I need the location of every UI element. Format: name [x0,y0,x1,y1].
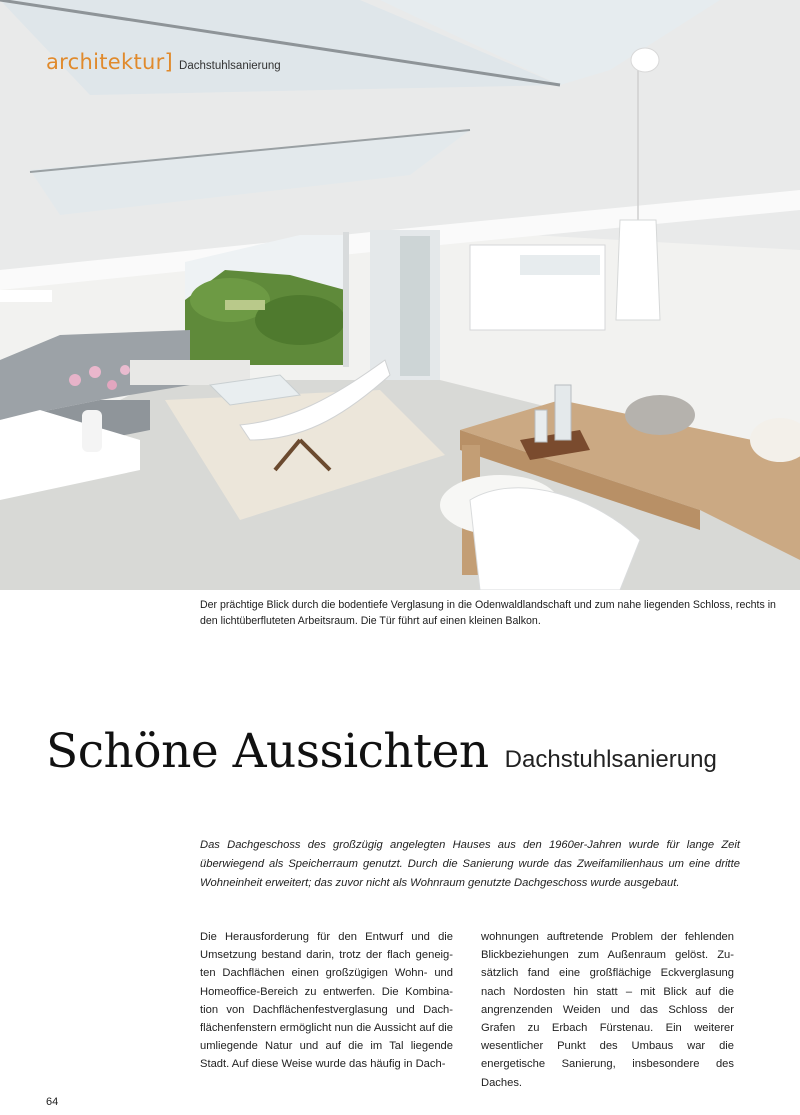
article-title [46,724,717,779]
title-subtitle: Dachstuhlsanierung [504,746,717,773]
title-main: Schöne Aussichten [46,724,489,779]
section-sublabel: Dachstuhlsanierung [179,60,281,72]
photo-caption: Der prächtige Blick durch die bodentiefe Verglasung in die Odenwaldlandschaft und zum nahe liegenden Schloss, rechts in den lichtüberfluteten Arbeitsraum. Die Tür führt auf einen kleinen Balkon. [200,599,776,627]
page-number: 64 [46,1096,59,1108]
lead-paragraph: Das Dachgeschoss des großzügig angelegten Hauses aus den 1960er-Jahren wurde für lange Zeit überwiegend als Speicherraum genutzt. Durch die Sanierung wurde das Zweifamilienhaus um eine dritte Wohneinheit erweitert; das zuvor nicht als Wohnraum genutzte Dachgeschoss wurde ausgebaut. [200,839,740,889]
body-column-1: Die Herausforderung für den Entwurf und die Umsetzung bestand darin, trotz der flach geneigten Dachflächen einen großzügigen Wohn- und Homeoffice-Bereich zu entwerfen. Die Kombination von Dachflächenfestverglasung und Dachflächenfenstern ermöglicht nun die Aussicht auf die umliegende Natur und auf die im Tal liegende Stadt. Auf diese Weise wurde das häufig in Dach- [200,931,453,1071]
body-column-2: wohnungen auftretende Problem der fehlenden Blickbeziehungen zum Außenraum gelöst. Zusätzlich fand eine großflächige Eckverglasung nach Nordosten hin statt – mit Blick auf die angrenzenden Weiden und das Schloss der Grafen zu Erbach Fürstenau. Ein weiterer wesentlicher Punkt des Umbaus war die energetische Sanierung, insbesondere des Daches. [481,931,734,1089]
section-label: architektur] [46,50,174,74]
section-header [46,50,281,78]
